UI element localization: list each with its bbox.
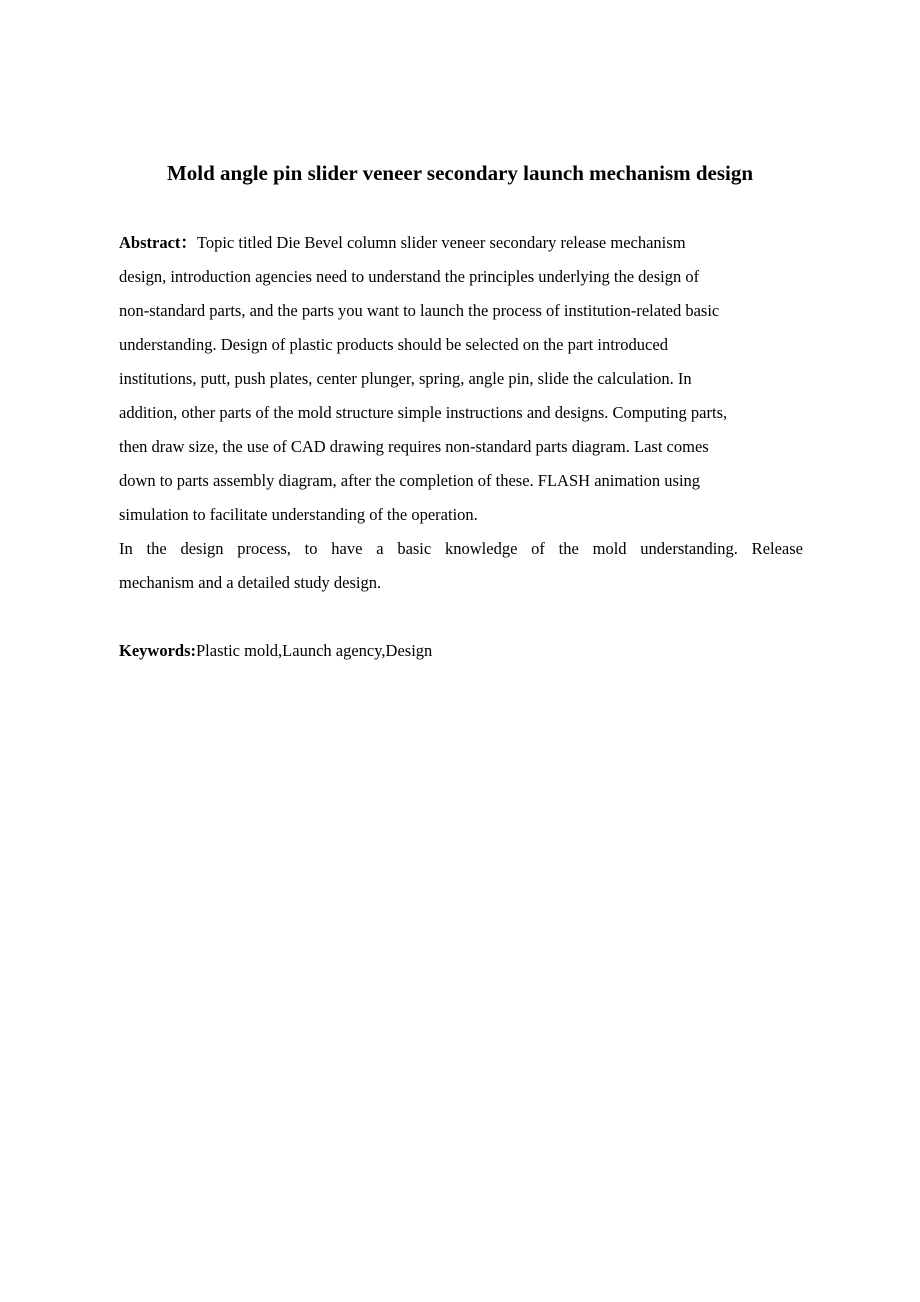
abstract-line: design, introduction agencies need to understand the principles underlying the design of: [119, 267, 700, 286]
abstract-line: down to parts assembly diagram, after the completion of these. FLASH animation using: [119, 471, 701, 490]
abstract-line: addition, other parts of the mold structure simple instructions and designs. Computing parts,: [119, 403, 728, 422]
keywords-label: Keywords:: [119, 641, 196, 660]
keywords-section: [119, 634, 803, 668]
abstract-label: Abstract：: [119, 233, 197, 252]
abstract-line: institutions, putt, push plates, center plunger, spring, angle pin, slide the calculation. In: [119, 369, 692, 388]
abstract-line: then draw size, the use of CAD drawing requires non-standard parts diagram. Last comes: [119, 437, 709, 456]
abstract-line: In the design process, to have a basic knowledge of the mold understanding. Release: [119, 539, 803, 558]
abstract-line: [119, 226, 803, 260]
page-title: Mold angle pin slider veneer secondary launch mechanism design: [166, 161, 754, 185]
abstract-line: mechanism and a detailed study design.: [119, 573, 382, 592]
keywords-text: Plastic mold,Launch agency,Design: [196, 641, 433, 660]
abstract-line: non-standard parts, and the parts you want to launch the process of institution-related basic: [119, 301, 720, 320]
abstract-line: simulation to facilitate understanding of the operation.: [119, 505, 478, 524]
abstract-line: understanding. Design of plastic products should be selected on the part introduced: [119, 335, 668, 354]
abstract-text: Topic titled Die Bevel column slider veneer secondary release mechanism: [196, 233, 686, 252]
abstract-section: [119, 226, 803, 600]
